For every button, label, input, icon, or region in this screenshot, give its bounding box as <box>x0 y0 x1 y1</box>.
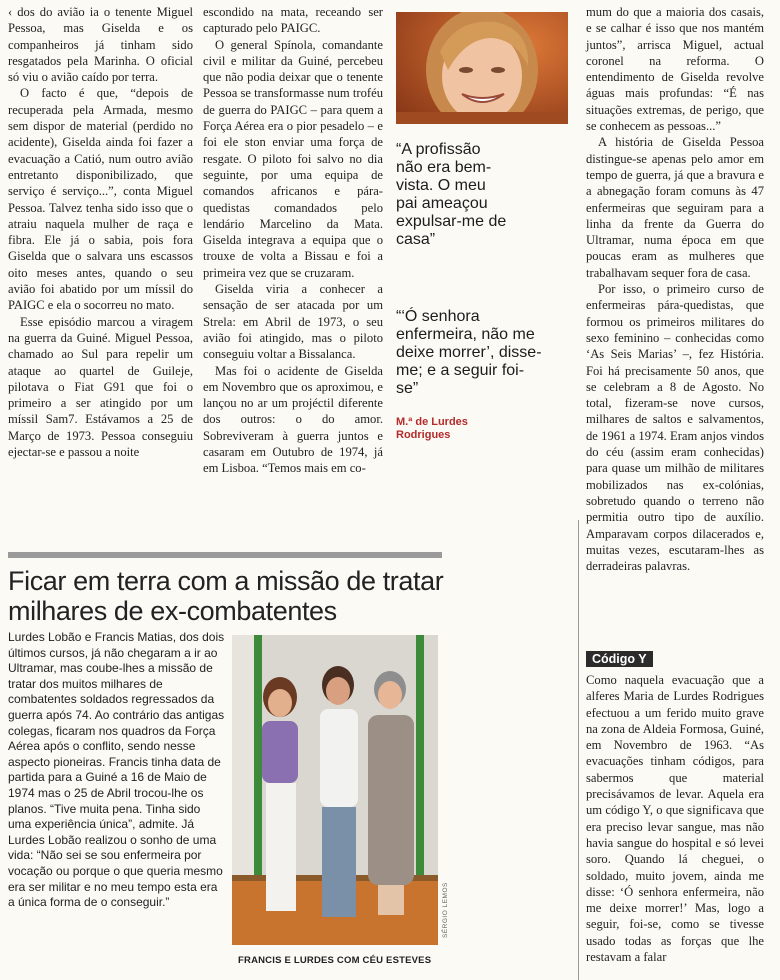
column-4 <box>586 4 764 574</box>
paragraph: Por isso, o primeiro curso de enfermeiras pára-quedistas, que formou os primeiros militares do sexo feminino – conhecidas como ‘As Seis Marias’ –, fez História. Foi há precisamente 50 anos, que se celebram a 8 de Agosto. No total, fizeram-se nove cursos, milhares de saltos e salvamentos, de 1961 a 1974. Eram anjos vindos do céu (assim eram conhecidas) para quase um milhão de militares mobilizados nas ex-colónias, sobretudo quando o terreno não permitia outro tipo de auxílio. Amparavam corpos dilacerados e, muitas vezes, escutaram-lhes as derradeiras palavras. <box>586 282 764 574</box>
section-headline: Ficar em terra com a missão de tratar milhares de ex-combatentes <box>8 566 444 626</box>
section-2-text <box>8 630 226 911</box>
paragraph: Giselda viria a conhecer a sensação de ser atacada por um Strela: em Abril de 1973, o seu avião foi atingido, mas o piloto conseguiu voltar a Bissalanca. <box>203 282 383 362</box>
column-2 <box>203 4 383 477</box>
quote-attribution: M.ª de Lurdes Rodrigues <box>396 416 468 441</box>
paragraph: O general Spínola, comandante civil e militar da Guiné, percebeu que não podia deixar que o tenente Pessoa se transformasse num troféu de guerra do PAIGC – para quem a Força Aérea era o pior pesadelo – e foi ele ston enviar uma força de resgate. O piloto foi salvo no dia seguinte, por uma equipa de comandos africanos e pára-quedistas comandados pelo lendário Marcelino da Mata. Giselda integrava a equipa que o trouxe de volta a Bissau e foi a primeira vez que se cruzaram. <box>203 37 383 280</box>
photo-caption: FRANCIS E LURDES COM CÉU ESTEVES <box>238 955 432 966</box>
pull-quote: “‘Ó senhora enfermeira, não me deixe morrer’, disse-me; e a seguir foi-se” <box>396 308 542 397</box>
paragraph: ‹ dos do avião ia o tenente Miguel Pessoa, mas Giselda e os companheiros já tinham sido resgatados pela Marinha. O oficial só viu o avião caído por terra. <box>8 5 193 85</box>
sidebar-box <box>586 650 764 965</box>
paragraph: Esse episódio marcou a viragem na guerra da Guiné. Miguel Pessoa, chamado ao Sul para repelir um ataque ao quartel de Guileje, pilotava o Fiat G91 que foi o primeiro a ser atingido por um míssil Sam7. Estávamos a 25 de Março de 1973. Pessoa conseguiu ejectar-se e passou a noite <box>8 314 193 460</box>
column-divider <box>578 520 579 980</box>
paragraph: Como naquela evacuação que a alferes Maria de Lurdes Rodrigues efectuou a um ferido muito grave na zona de Aldeia Formosa, Guiné, em Novembro de 1963. “As evacuações tinham códigos, para sabermos que material precisávamos de levar. Aquela era um código Y, o que significava que era preciso levar sangue, mas não havia sangue do hospital e só levei soro. Quando lá cheguei, o soldado, muito jovem, ainda me disse: ‘Ó senhora enfermeira, não me deixe morrer!’ Mas, logo a seguir, foi-se, como se tivesse usado todas as forças que lhe restavam a falar <box>586 673 764 965</box>
paragraph: mum do que a maioria dos casais, e se calhar é isso que nos mantém juntos”, arrisca Miguel, actual coronel na reforma. O entendimento de Giselda revolve águas mais profundas: “É nas situações extremas, de perigo, que se conhecem as pessoas...” <box>586 5 764 134</box>
box-title: Código Y <box>586 651 653 667</box>
paragraph: A história de Giselda Pessoa distingue-se apenas pelo amor em tempo de guerra, já que a bravura e a abnegação foram comuns às 47 enfermeiras que seguiram para a linha da frente da Guerra do Ultramar, numa época em que poucas eram as mulheres que trabalhavam sequer fora de casa. <box>586 135 764 280</box>
section-rule <box>8 552 442 558</box>
paragraph: Lurdes Lobão e Francis Matias, dos dois últimos cursos, já não chegaram a ir ao Ultramar, mas coube-lhes a missão de tratar dos muitos milhares de combatentes soldados regressados da guerra após 74. Ao contrário das antigas colegas, ficaram nos quadros da Força Aérea após o conflito, sendo nesse aspecto pioneiras. Francis tinha data de partida para a Guiné a 16 de Maio de 1974 mas o 25 de Abril trocou-lhe os planos. “Tive muita pena. Tinha sido uma experiência única”, admite. Já Lurdes Lobão realizou o sonho de uma vida: “Não sei se sou enfermeira por vocação ou porque o que queria mesmo era ser militar e no meu tempo esta era a única forma de o conseguir.” <box>8 630 225 910</box>
paragraph: O facto é que, “depois de recuperada pela Armada, mesmo sem dispor de material (perdido no acidente), Giselda ainda foi fazer a evacuação a Catió, num outro avião entretanto disponibilizado, que serviço é serviço...”, conta Miguel Pessoa. Talvez tenha sido isso que o atraiu naquela mulher de raça e fibra. Ele já o sabia, pois fora Giselda que o salvara uns escassos oito meses antes, quando o seu avião foi abatido por um míssil do PAIGC e ela o socorreu no mato. <box>8 86 193 313</box>
pull-quote: “A profissão não era bem-vista. O meu pai ameaçou expulsar-me de casa” <box>396 141 507 248</box>
group-photo <box>232 635 438 945</box>
column-1 <box>8 4 193 460</box>
paragraph: escondido na mata, receando ser capturado pelo PAIGC. <box>203 5 383 36</box>
portrait-photo <box>396 12 568 124</box>
paragraph: Mas foi o acidente de Giselda em Novembro que os aproximou, e lançou no ar um projéctil diferente dos outros: o do amor. Sobreviveram à guerra juntos e casaram em Outubro de 1974, já em Lisboa. “Temos mais em co- <box>203 363 383 476</box>
photo-credit: SÉRGIO LEMOS <box>442 882 449 938</box>
